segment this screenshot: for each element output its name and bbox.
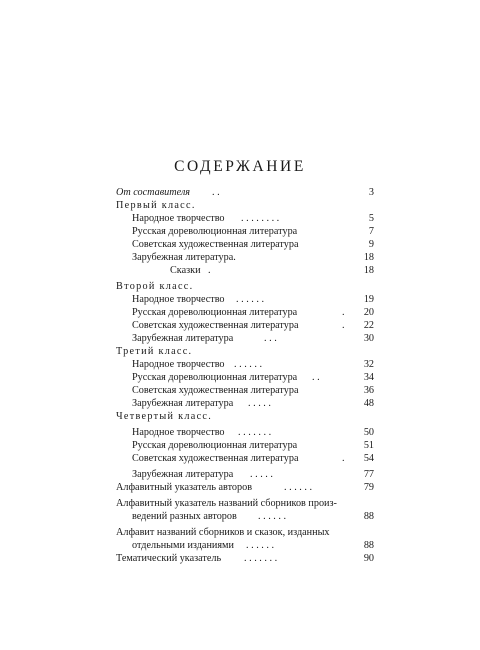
toc-leader-dots: . . . . . . (246, 540, 275, 551)
toc-entry-title: Народное творчество (132, 294, 225, 305)
toc-entry-title: Зарубежная литература (132, 398, 234, 409)
toc-entry (116, 426, 374, 439)
toc-entry-title: Алфавитный указатель авторов (116, 482, 253, 493)
toc-page-number: 18 (363, 265, 374, 276)
toc-page-number: 77 (363, 469, 374, 480)
toc-entry (116, 452, 374, 465)
toc-page-number: 36 (363, 385, 374, 396)
toc-page-number: 30 (363, 333, 374, 344)
toc-entry-title: Алфавитный указатель названий сборников произ- (116, 498, 337, 509)
table-of-contents (116, 186, 374, 565)
toc-page-number: 22 (363, 320, 374, 331)
toc-leader-dots: . . . . . . . . (241, 213, 280, 224)
toc-entry (116, 319, 374, 332)
page-title: СОДЕРЖАНИЕ (174, 158, 306, 175)
toc-leader-dots: . . . . . (250, 469, 273, 480)
toc-entry-collections-index-cont (116, 510, 374, 523)
toc-page-number: 88 (363, 511, 374, 522)
toc-entry (116, 264, 374, 277)
toc-entry-title: отдельными изданиями (132, 540, 234, 551)
toc-page-number: 19 (363, 294, 374, 305)
toc-entry-title: Советская художественная литература (132, 385, 299, 396)
toc-leader-dots: . . . . . . (234, 359, 263, 370)
toc-leader-dots: . . . . . (248, 398, 271, 409)
toc-entry-title: Народное творчество (132, 359, 225, 370)
toc-section-first-grade (116, 199, 374, 212)
toc-page-number: 3 (368, 187, 374, 198)
toc-leader-dots: . (342, 307, 345, 318)
toc-entry (116, 238, 374, 251)
toc-leader-dots: . . . . . . (258, 511, 287, 522)
toc-entry-authors-index (116, 481, 374, 494)
toc-entry-tales-alphabet (116, 526, 374, 539)
toc-page-number: 51 (363, 440, 374, 451)
toc-page-number: 88 (363, 540, 374, 551)
toc-entry (116, 306, 374, 319)
toc-entry-title: Зарубежная литература (132, 469, 234, 480)
toc-entry (116, 212, 374, 225)
toc-entry (116, 397, 374, 410)
toc-page-number: 20 (363, 307, 374, 318)
toc-entry-title: Советская художественная литература (132, 320, 299, 331)
toc-entry-title: Советская художественная литература (132, 239, 299, 250)
toc-entry-title: Зарубежная литература. (132, 252, 236, 263)
toc-section-title: Третий класс. (116, 346, 193, 357)
toc-leader-dots: . . (312, 372, 320, 383)
toc-entry-tales-alphabet-cont (116, 539, 374, 552)
toc-leader-dots: . . . (264, 333, 277, 344)
toc-page-number: 32 (363, 359, 374, 370)
toc-page-number: 54 (363, 453, 374, 464)
toc-entry-title: От составителя (116, 187, 191, 198)
toc-entry-title: ведений разных авторов (132, 511, 237, 522)
toc-entry-title: Алфавит названий сборников и сказок, изданных (116, 527, 330, 538)
toc-entry-title: Русская дореволюционная литература (132, 226, 298, 237)
toc-page-number: 50 (363, 427, 374, 438)
toc-page-number: 5 (368, 213, 374, 224)
toc-entry-thematic-index (116, 552, 374, 565)
toc-page-number: 7 (368, 226, 374, 237)
toc-entry-title: Русская дореволюционная литература (132, 372, 298, 383)
toc-entry-title: Сказки (170, 265, 201, 276)
toc-entry-title: Зарубежная литература (132, 333, 234, 344)
toc-entry-title: Советская художественная литература (132, 453, 299, 464)
toc-section-title: Четвертый класс. (116, 411, 213, 422)
toc-entry-title: Народное творчество (132, 427, 225, 438)
toc-entry-title: Русская дореволюционная литература (132, 307, 298, 318)
toc-entry (116, 439, 374, 452)
toc-section-title: Первый класс. (116, 200, 196, 211)
toc-section-second-grade (116, 280, 374, 293)
toc-leader-dots: . . . . . . (236, 294, 265, 305)
toc-leader-dots: . (208, 265, 211, 276)
toc-leader-dots: . (342, 453, 345, 464)
toc-entry (116, 332, 374, 345)
toc-leader-dots: . . . . . . . (244, 553, 278, 564)
toc-entry-collections-index (116, 497, 374, 510)
toc-section-title: Второй класс. (116, 281, 194, 292)
toc-entry (116, 384, 374, 397)
toc-leader-dots: . (342, 320, 345, 331)
toc-entry (116, 371, 374, 384)
toc-page-number: 48 (363, 398, 374, 409)
toc-section-fourth-grade (116, 410, 374, 423)
toc-page-number: 34 (363, 372, 374, 383)
toc-entry-title: Русская дореволюционная литература (132, 440, 298, 451)
toc-page-number: 18 (363, 252, 374, 263)
toc-entry (116, 251, 374, 264)
toc-entry (116, 358, 374, 371)
toc-page-number: 9 (368, 239, 374, 250)
toc-section-third-grade (116, 345, 374, 358)
toc-leader-dots: . . . . . . . (238, 427, 272, 438)
toc-leader-dots: . . (212, 187, 220, 198)
toc-entry-from-compiler (116, 186, 374, 199)
toc-page-number: 90 (363, 553, 374, 564)
toc-entry-title: Тематический указатель (116, 553, 222, 564)
toc-entry (116, 468, 374, 481)
toc-entry-title: Народное творчество (132, 213, 225, 224)
toc-leader-dots: . . . . . . (284, 482, 313, 493)
toc-entry (116, 293, 374, 306)
toc-entry (116, 225, 374, 238)
toc-page-number: 79 (363, 482, 374, 493)
